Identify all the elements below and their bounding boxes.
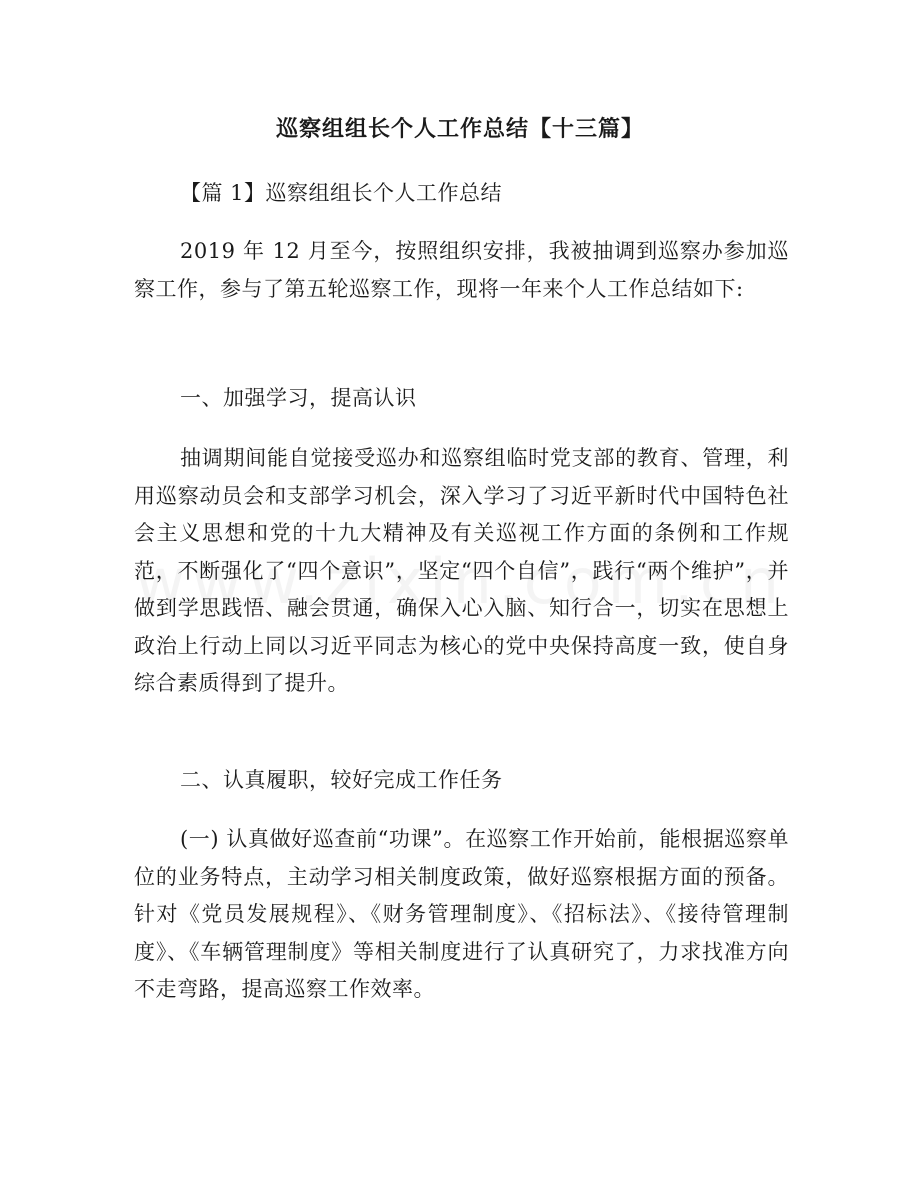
heading-2: 二、认真履职，较好完成工作任务 bbox=[180, 768, 503, 792]
heading-1: 一、加强学习，提高认识 bbox=[180, 386, 417, 410]
section-heading: 【篇 1】巡察组组长个人工作总结 bbox=[180, 181, 503, 205]
document-title: 巡察组组长个人工作总结【十三篇】 bbox=[275, 117, 644, 142]
paragraph-1: 抽调期间能自觉接受巡办和巡察组临时党支部的教育、管理，利用巡察动员会和支部学习机会，深入学习了习近平新时代中国特色社会主义思想和党的十九大精神及有关巡视工作方面的条例和工作规范，不断强化了“四个意识”，坚定“四个自信”，践行“两个维护”，并做到学思践悟、融会贯通，确保入心入脑、知行合一，切实在思想上政治上行动上同以习近平同志为核心的党中央保持高度一致，使自身综合素质得到了提升。 bbox=[134, 446, 789, 695]
intro-paragraph: 2019 年 12 月至今，按照组织安排，我被抽调到巡察办参加巡察工作，参与了第五轮巡察工作，现将一年来个人工作总结如下: bbox=[134, 239, 789, 301]
paragraph-2: (一) 认真做好巡查前“功课”。在巡察工作开始前，能根据巡察单位的业务特点，主动学习相关制度政策，做好巡察根据方面的预备。针对《党员发展规程》、《财务管理制度》、《招标法》、《接待管理制度》、《车辆管理制度》等相关制度进行了认真研究了，力求找准方向不走弯路，提高巡察工作效率。 bbox=[134, 827, 789, 1001]
